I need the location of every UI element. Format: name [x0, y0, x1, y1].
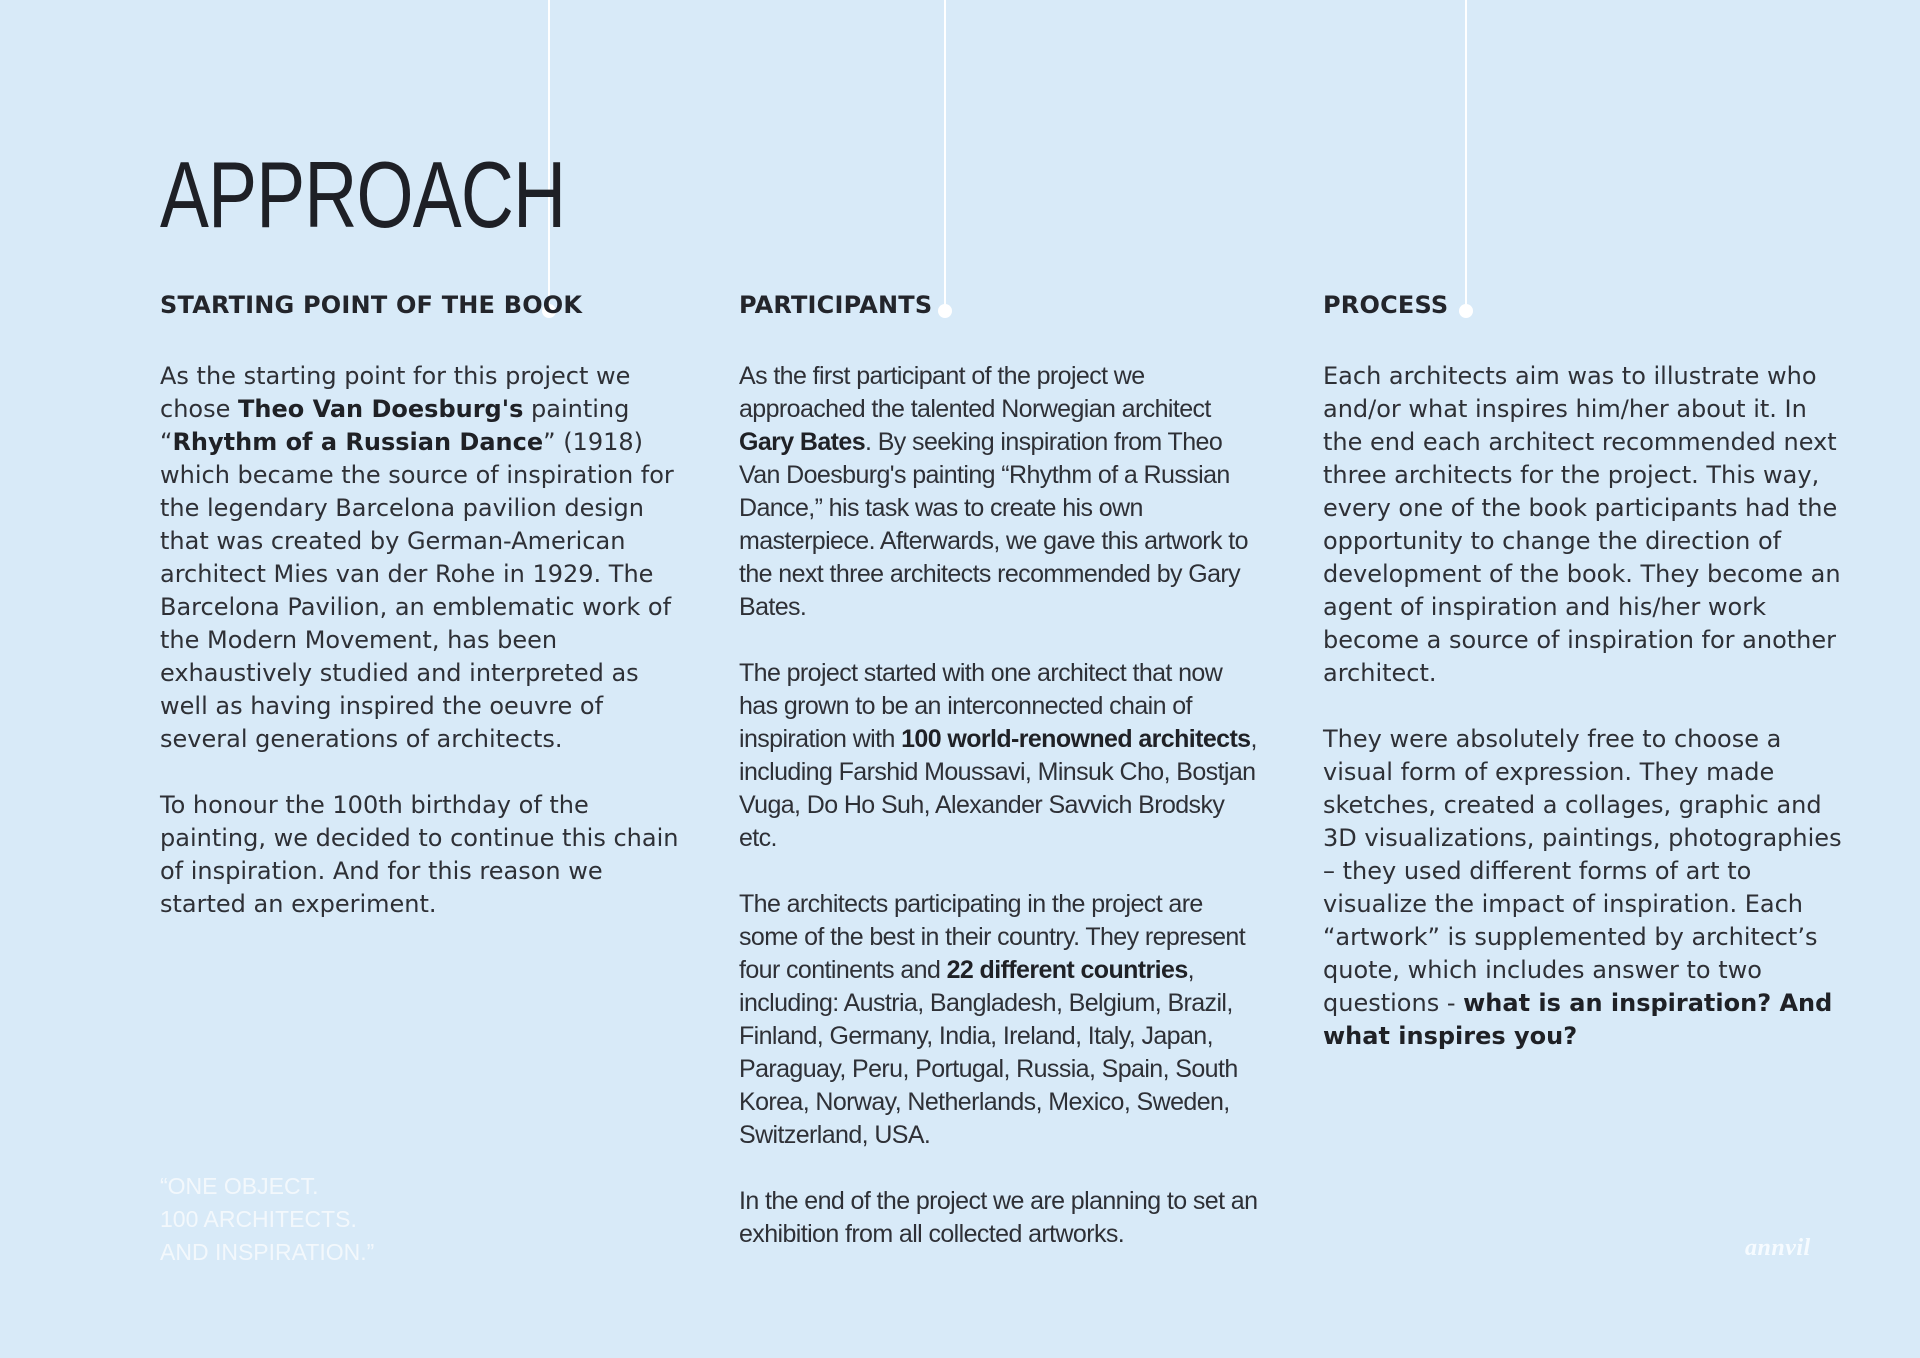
- paragraph: [739, 888, 1259, 1152]
- bold-text: 100 world-renowned architects: [901, 725, 1251, 753]
- hanging-line-2: [944, 0, 946, 305]
- paragraph: [1323, 360, 1843, 690]
- section-heading-participants: PARTICIPANTS: [739, 291, 933, 319]
- text-run: As the starting point for this project we chose: [160, 362, 631, 423]
- text-run: Each architects aim was to illustrate who and/or what inspires him/her about it. In the end each architect recommended next three architects for the project. This way, every one of the book participants had the opportunity to change the direction of development of the book. They become an agent of inspiration and his/her work become a source of inspiration for another architect.: [1323, 362, 1841, 687]
- text-run: , including Farshid Moussavi, Minsuk Cho, Bostjan Vuga, Do Ho Suh, Alexander Savvich Brodsky etc.: [739, 725, 1257, 852]
- paragraph: [739, 360, 1259, 624]
- paragraph: [1323, 723, 1843, 1053]
- section-heading-process: PROCESS: [1323, 291, 1449, 319]
- text-run: , including: Austria, Bangladesh, Belgium, Brazil, Finland, Germany, India, Ireland, Italy, Japan, Paraguay, Peru, Portugal, Russia, Spain, South Korea, Norway, Netherlands, Mexico, Sweden, Switzerland, USA.: [739, 956, 1238, 1149]
- paragraph: [739, 1185, 1259, 1251]
- bold-text: 22 different countries: [946, 956, 1188, 984]
- pull-quote: [160, 1170, 374, 1269]
- paragraph: [160, 360, 680, 756]
- text-run: They were absolutely free to choose a visual form of expression. They made sketches, created a collages, graphic and 3D visualizations, paintings, photographies – they used different forms of art to visualize the impact of inspiration. Each “artwork” is supplemented by architect’s quote, which includes answer to two questions -: [1323, 725, 1842, 1017]
- brand-logo: annvil: [1745, 1235, 1811, 1261]
- text-run: . By seeking inspiration from Theo Van Doesburg's painting “Rhythm of a Russian Dance,” his task was to create his own masterpiece. Afterwards, we gave this artwork to the next three architects recommended by Gary Bates.: [739, 428, 1248, 621]
- text-run: painting “: [160, 395, 630, 456]
- text-run: The architects participating in the project are some of the best in their country. They represent four continents and: [739, 890, 1246, 984]
- column-starting-point: [160, 291, 680, 954]
- bold-text: what is an inspiration? And what inspires you?: [1323, 989, 1833, 1050]
- text-run: To honour the 100th birthday of the painting, we decided to continue this chain of inspiration. And for this reason we started an experiment.: [160, 791, 679, 918]
- bold-text: Rhythm of a Russian Dance: [172, 428, 544, 456]
- paragraph: [739, 657, 1259, 855]
- text-run: As the first participant of the project we approached the talented Norwegian architect: [739, 362, 1211, 423]
- paragraph: [160, 789, 680, 921]
- column-process: [1323, 291, 1843, 1086]
- text-run: ” (1918) which became the source of inspiration for the legendary Barcelona pavilion design that was created by German-American architect Mies van der Rohe in 1929. The Barcelona Pavilion, an emblematic work of the Modern Movement, has been exhaustively studied and interpreted as well as having inspired the oeuvre of several generations of architects.: [160, 428, 674, 753]
- hanging-line-3: [1465, 0, 1467, 305]
- section-heading-starting-point: STARTING POINT OF THE BOOK: [160, 291, 583, 319]
- column-participants: [739, 291, 1259, 1284]
- page-title: APPROACH: [160, 142, 566, 247]
- bold-text: Theo Van Doesburg's: [238, 395, 524, 423]
- bold-text: Gary Bates: [739, 428, 866, 456]
- quote-line: 100 ARCHITECTS.: [160, 1206, 357, 1232]
- text-run: The project started with one architect that now has grown to be an interconnected chain of inspiration with: [739, 659, 1223, 753]
- text-run: In the end of the project we are planning to set an exhibition from all collected artworks.: [739, 1187, 1258, 1248]
- quote-line: “ONE OBJECT.: [160, 1173, 319, 1199]
- quote-line: AND INSPIRATION.”: [160, 1239, 375, 1265]
